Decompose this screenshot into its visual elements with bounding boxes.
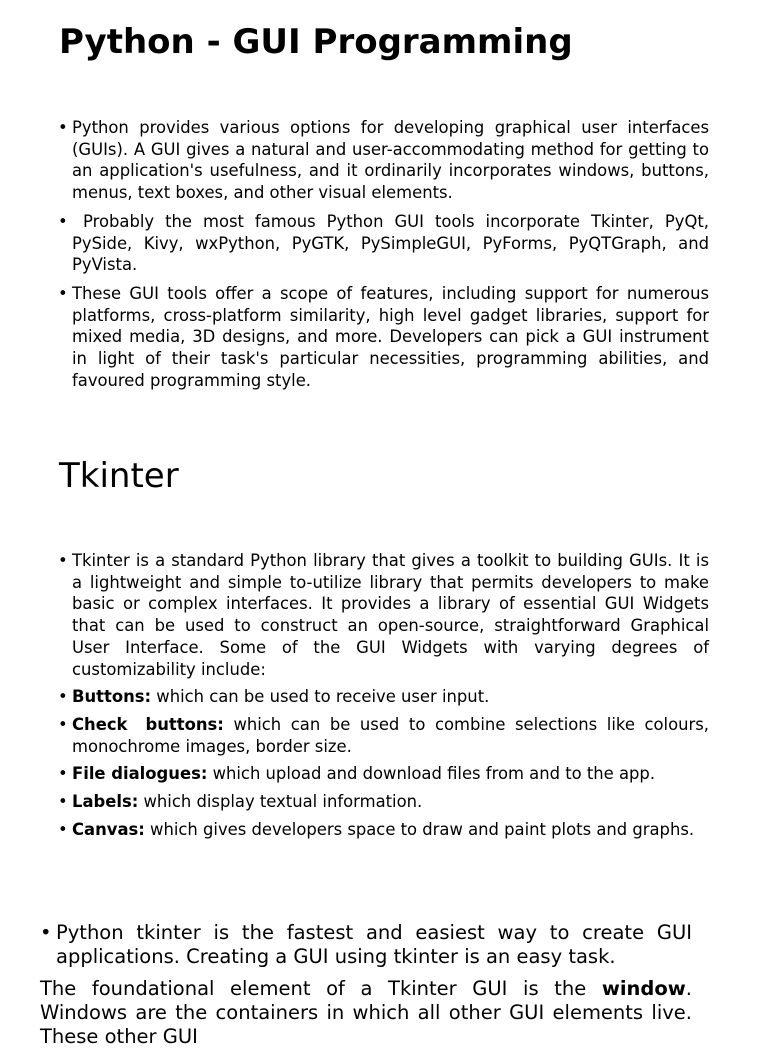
widget-item-canvas [58, 819, 709, 841]
widget-desc: which can be used to combine selections like colours, monochrome images, border size. [72, 714, 715, 756]
list-item: • Probably the most famous Python GUI tools incorporate Tkinter, PyQt, PySide, Kivy, wxPython, PyGTK, PySimpleGUI, PyForms, PyQTGraph, and PyVista. [58, 211, 709, 276]
footer-bullet: • Python tkinter is the fastest and easiest way to create GUI applications. Creating a GUI using tkinter is an easy task. [40, 921, 692, 969]
list-item: • Python provides various options for developing graphical user interfaces (GUIs). A GUI gives a natural and user-accommodating method for getting to an application's usefulness, and it ordinarily incorporates windows, buttons, menus, text boxes, and other visual elements. [58, 117, 709, 204]
widget-item-check-buttons [58, 714, 715, 757]
widget-item-buttons [58, 686, 709, 708]
footer-section [40, 921, 692, 1049]
para-before: The foundational element of a Tkinter GUI is the [40, 977, 602, 1000]
widget-term: Canvas: [72, 819, 145, 839]
window-term: window [601, 977, 686, 1000]
list-item: • These GUI tools offer a scope of features, including support for numerous platforms, cross-platform similarity, high level gadget libraries, support for mixed media, 3D designs, and more. Developers can pick a GUI instrument in light of their task's particular necessities, programming abilities, and favoured programming style. [58, 283, 709, 392]
widget-term: Labels: [72, 792, 139, 812]
widget-desc: which display textual information. [138, 792, 423, 812]
widget-desc: which upload and download files from and to the app. [207, 764, 656, 784]
widget-desc: which can be used to receive user input. [151, 687, 490, 707]
page-title: Python - GUI Programming [59, 22, 573, 62]
widget-item-file-dialogues [58, 763, 709, 785]
tkinter-heading: Tkinter [59, 456, 179, 496]
tkinter-bullet-list [58, 550, 715, 846]
para-after: . Windows are the containers in which all other GUI elements live. These other GUI [40, 977, 692, 1048]
widget-term: Buttons: [72, 687, 152, 707]
intro-bullet-list [58, 117, 715, 398]
tkinter-intro-item: • Tkinter is a standard Python library that gives a toolkit to building GUIs. It is a lightweight and simple to-utilize library that permits developers to make basic or complex interfaces. It provides a library of essential GUI Widgets that can be used to construct an open-source, straightforward Graphical User Interface. Some of the GUI Widgets with varying degrees of customizability include: [58, 550, 709, 680]
widget-desc: which gives developers space to draw and paint plots and graphs. [144, 819, 695, 839]
footer-paragraph [40, 977, 692, 1049]
widget-term: Check buttons: [72, 714, 224, 734]
widget-item-labels [58, 791, 709, 813]
widget-term: File dialogues: [72, 764, 208, 784]
